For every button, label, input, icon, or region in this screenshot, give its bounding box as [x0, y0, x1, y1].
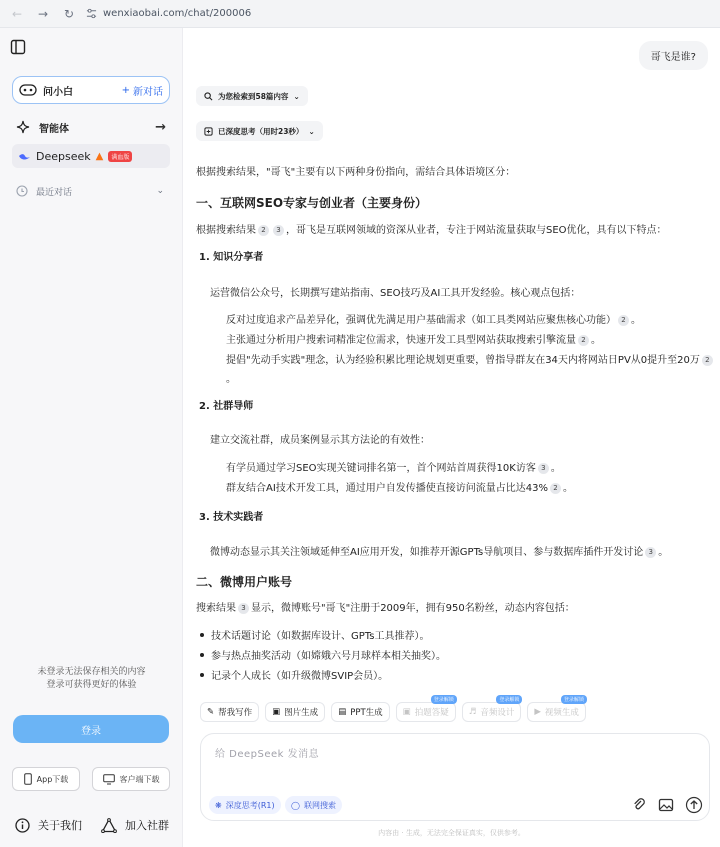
deep-think-toggle[interactable]: [196, 121, 323, 141]
sidebar-item-agents[interactable]: [16, 116, 166, 138]
plus-icon: +: [121, 84, 130, 96]
bullet-dot: [200, 673, 204, 677]
sidebar-toggle-icon[interactable]: [10, 39, 26, 55]
section-1-title: 一、互联网SEO专家与创业者（主要身份）: [196, 196, 428, 210]
login-unlock-badge: 登录解锁: [431, 695, 457, 704]
join-community-link[interactable]: [101, 817, 169, 833]
new-chat-label: 新对话: [133, 86, 163, 98]
sub-2-bullet-2: [226, 481, 573, 497]
video-icon: ▶: [534, 707, 541, 717]
sub-1-desc: 运营微信公众号，长期撰写建站指南、SEO技巧及AI工具开发经验。核心观点包括：: [210, 288, 581, 299]
sub-2-bullet-1-text: 有学员通过学习SEO实现关键词排名第一，首个网站首周获得10K访客: [226, 463, 536, 474]
deep-think-button[interactable]: [209, 796, 281, 814]
sub-2-title: 2. 社群导师: [199, 401, 254, 412]
citation-badge[interactable]: 2: [702, 355, 713, 366]
about-us-link[interactable]: [15, 817, 82, 833]
sidebar-item-deepseek[interactable]: [12, 144, 170, 168]
assistant-row[interactable]: [12, 76, 170, 104]
think-pill-label: 已深度思考（用时23秒）: [218, 126, 304, 136]
site-settings-icon[interactable]: [86, 8, 97, 19]
message-input[interactable]: 给 DeepSeek 发消息: [215, 749, 320, 760]
sub-1-bullet-2-text: 主张通过分析用户搜索词精准定位需求，快速开发工具型网站获取搜索引擎流量: [226, 335, 576, 346]
globe-icon: ◯: [291, 800, 300, 810]
sub-3-title: 3. 技术实践者: [199, 512, 264, 523]
chevron-down-icon: ⌄: [156, 186, 164, 196]
period: 。: [658, 547, 669, 558]
forward-arrow-icon[interactable]: →: [37, 6, 49, 21]
sub-2-bullet-1: [226, 461, 561, 477]
user-message: 哥飞是谁?: [639, 41, 708, 70]
search-icon: [204, 92, 213, 101]
citation-badge[interactable]: 3: [273, 225, 284, 236]
pen-icon: ✎: [207, 707, 215, 717]
s2-bullet-3-text: 记录个人成长（如升级微博SVIP会员）。: [211, 671, 389, 682]
recent-label: 最近对话: [36, 187, 73, 198]
login-notice: [0, 666, 183, 692]
deep-think-label: 深度思考(R1): [225, 800, 275, 810]
image-icon: ▣: [272, 707, 281, 717]
message-composer[interactable]: [200, 733, 710, 821]
tool-audio-label: 音频设计: [480, 708, 515, 718]
chevron-down-icon: ⌄: [293, 91, 300, 101]
tool-video[interactable]: [527, 697, 586, 722]
sub-1-bullet-1-text: 反对过度追求产品差异化，强调优先满足用户基础需求（如工具类网站应聚焦核心功能）: [226, 315, 616, 326]
section-2-bullet-1: [200, 629, 429, 645]
disclaimer: 内容由 · 生成，无法完全保证真实，仅供参考。: [378, 829, 525, 837]
sub-1-bullet-1: [226, 313, 641, 329]
web-search-button[interactable]: [285, 796, 342, 814]
fire-icon: ▲: [95, 150, 104, 162]
history-icon: [16, 185, 28, 197]
tool-image-label: 图片生成: [284, 708, 319, 718]
tool-writing-label: 帮我写作: [218, 708, 253, 718]
sub-1-bullet-3-end: 。: [226, 374, 236, 385]
attachment-icon[interactable]: [630, 796, 648, 814]
search-pill-label: 为您检索到58篇内容: [218, 91, 289, 101]
notice-line-1: 未登录无法保存相关的内容: [37, 667, 146, 677]
bullet-dot: [200, 653, 204, 657]
period: 。: [550, 463, 561, 474]
sparkle-icon: [16, 120, 30, 134]
hot-badge: 满血版: [108, 151, 132, 162]
address-bar[interactable]: [86, 8, 251, 19]
answer-intro: 根据搜索结果，"哥飞"主要有以下两种身份指向，需结合具体语境区分：: [196, 167, 516, 178]
audio-icon: ♬: [468, 707, 477, 717]
client-download-label: 客户端下载: [119, 774, 160, 784]
sub-1-bullet-3-text: 提倡"先动手实践"理念，认为经验积累比理论规划更重要，曾指导群友在34天内将网站日PV从0提升至20万: [226, 355, 700, 366]
sub-2-desc: 建立交流社群，成员案例显示其方法论的有效性：: [210, 435, 430, 446]
tool-photo-qa[interactable]: [396, 697, 456, 722]
period: 。: [631, 315, 641, 326]
deepseek-label: Deepseek: [36, 149, 91, 163]
tool-ppt[interactable]: [331, 702, 389, 722]
client-download-button[interactable]: [92, 767, 170, 791]
deepseek-logo-icon: [18, 151, 31, 162]
section-2-bullet-3: [200, 669, 388, 685]
chevron-down-icon: ⌄: [308, 126, 315, 136]
search-results-toggle[interactable]: [196, 86, 308, 106]
image-upload-icon[interactable]: [657, 796, 675, 814]
sub-3-desc-text: 微博动态显示其关注领域延伸至AI应用开发，如推荐开源GPTs导航项目、参与数据库插件开发讨论: [210, 547, 644, 558]
section-2-title: 二、微博用户账号: [196, 575, 293, 589]
s2-bullet-2-text: 参与热点抽奖活动（如嫦娥六号月球样本相关抽奖）。: [211, 651, 446, 662]
app-download-button[interactable]: [12, 767, 80, 791]
send-icon[interactable]: [685, 796, 703, 814]
tool-audio[interactable]: [462, 697, 522, 722]
tool-shortcuts: [200, 697, 586, 722]
sub-1-title: 1. 知识分享者: [199, 252, 264, 263]
assistant-name: 问小白: [43, 86, 73, 98]
sub-3-desc: [210, 545, 668, 561]
citation-badge[interactable]: 2: [550, 483, 561, 494]
citation-badge[interactable]: 2: [258, 225, 269, 236]
arrow-right-icon: →: [155, 119, 166, 135]
login-button[interactable]: 登录: [13, 715, 169, 743]
reload-icon[interactable]: ↻: [63, 6, 75, 21]
s2-intro-b: 显示，微博账号"哥飞"注册于2009年，拥有950名粉丝，动态内容包括：: [251, 603, 575, 614]
tool-ppt-label: PPT生成: [350, 708, 383, 718]
community-icon: [101, 818, 117, 833]
citation-badge[interactable]: 3: [645, 547, 656, 558]
tool-writing[interactable]: [200, 702, 259, 722]
section-2-bullet-2: [200, 649, 446, 665]
ppt-icon: ▤: [338, 707, 347, 717]
tool-photo-qa-label: 拍题答疑: [414, 708, 449, 718]
sub-1-bullet-2: [226, 333, 601, 349]
chat-main: [183, 28, 720, 847]
monitor-icon: [103, 774, 115, 785]
section-2-intro: [196, 601, 575, 617]
atom-icon: ❋: [215, 800, 222, 810]
citation-badge[interactable]: 2: [618, 315, 629, 326]
sidebar: [0, 28, 183, 847]
browser-toolbar: [0, 0, 720, 28]
period: 。: [563, 483, 574, 494]
url-text[interactable]: wenxiaobai.com/chat/200006: [103, 8, 252, 19]
citation-badge[interactable]: 3: [538, 463, 549, 474]
about-label: 关于我们: [38, 819, 82, 832]
agents-label: 智能体: [39, 123, 69, 135]
s2-intro-a: 搜索结果: [196, 603, 236, 614]
sub-2-bullet-2-text: 群友结合AI技术开发工具，通过用户自发传播使直接访问流量占比达43%: [226, 483, 549, 494]
tool-image[interactable]: [265, 702, 325, 722]
s2-bullet-1-text: 技术话题讨论（如数据库设计、GPTs工具推荐）。: [211, 631, 430, 642]
notice-line-2: 登录可获得更好的体验: [46, 680, 137, 690]
app-download-label: App下载: [36, 774, 69, 784]
login-unlock-badge: 登录解锁: [496, 695, 522, 704]
info-icon: [15, 818, 30, 833]
citation-badge[interactable]: 2: [578, 335, 589, 346]
web-search-label: 联网搜索: [303, 800, 336, 810]
citation-badge[interactable]: 3: [238, 603, 249, 614]
phone-icon: [24, 773, 32, 785]
assistant-logo-icon: [19, 84, 37, 96]
recent-chats-toggle[interactable]: [16, 182, 164, 200]
tool-video-label: 视频生成: [544, 708, 579, 718]
section-1-intro: [196, 223, 667, 239]
sub-1-bullet-3: [226, 353, 715, 369]
think-icon: [204, 127, 213, 136]
s1-intro-a: 根据搜索结果: [196, 225, 256, 236]
period: 。: [591, 335, 601, 346]
s1-intro-b: ，哥飞是互联网领域的资深从业者，专注于网站流量获取与SEO优化，具有以下特点：: [286, 225, 667, 236]
login-unlock-badge: 登录解锁: [561, 695, 587, 704]
back-arrow-icon[interactable]: ←: [11, 6, 23, 21]
bullet-dot: [200, 633, 204, 637]
new-chat-button[interactable]: [122, 83, 163, 98]
camera-icon: ▣: [402, 707, 411, 717]
community-label: 加入社群: [125, 819, 169, 832]
